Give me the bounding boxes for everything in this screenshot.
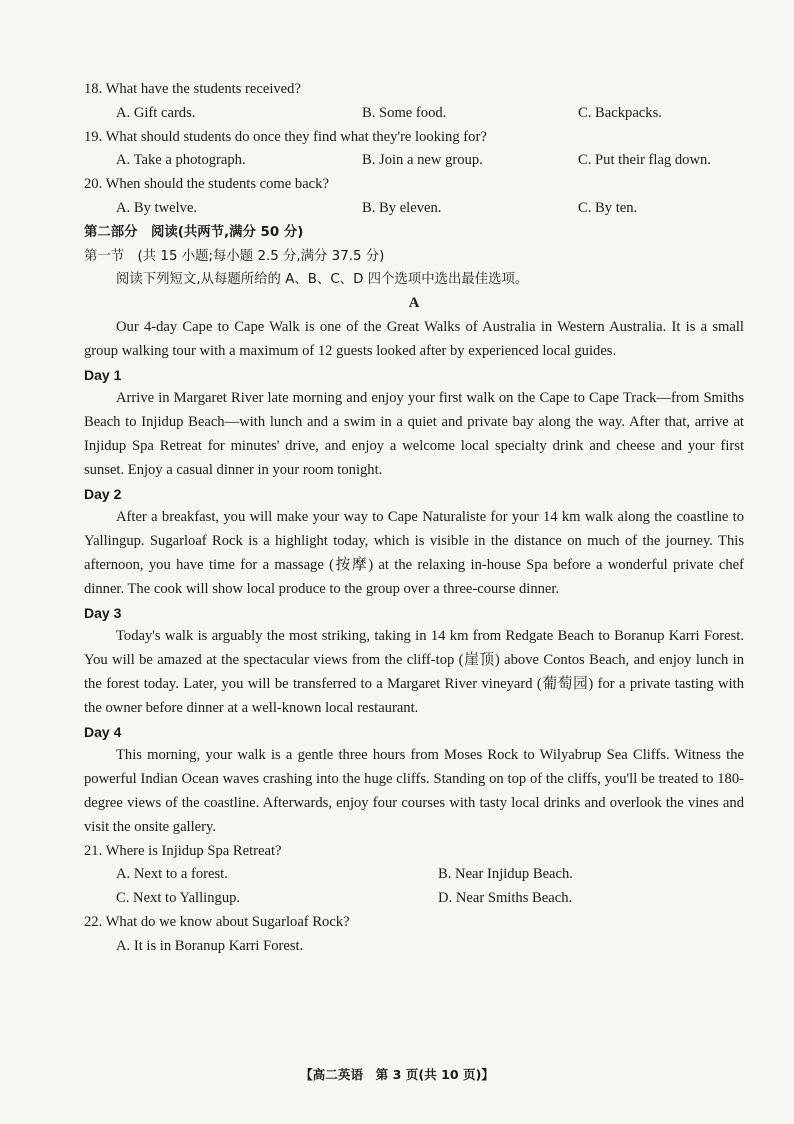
day-3-heading: Day 3 xyxy=(84,604,122,621)
question-21-options-row-1 xyxy=(84,863,744,887)
passage-label: A xyxy=(408,295,420,312)
option-b: B. Near Injidup Beach. xyxy=(438,866,573,883)
exam-page xyxy=(84,78,744,958)
option-a: A. Gift cards. xyxy=(116,104,196,121)
question-21-stem: 21. Where is Injidup Spa Retreat? xyxy=(84,842,282,859)
part-title: 第二部分 阅读(共两节,满分 50 分) xyxy=(84,224,304,240)
option-c: C. By ten. xyxy=(578,199,638,216)
option-b: B. By eleven. xyxy=(362,199,442,216)
day-4-heading: Day 4 xyxy=(84,723,122,740)
day-4-text: This morning, your walk is a gentle three hours from Moses Rock to Wilyabrup Sea Cliffs. Witness the powerful Indian Ocean waves crashing into the huge cliffs. Standing on top of the cliffs, you'll be treated to 180-degree views of the coastline. Afterwards, enjoy four courses with tasty local drinks and overlook the vines and visit the onsite gallery. xyxy=(84,747,744,835)
day-2-text: After a breakfast, you will make your way to Cape Naturaliste for your 14 km walk along the coastline to Yallingup. Sugarloaf Rock is a highlight today, which is visible in the distance on much of the journey. This afternoon, you have time for a massage (按摩) at the relaxing in-house Spa before a wonderful private chef dinner. The cook will show local produce to the group over a three-course dinner. xyxy=(84,509,744,597)
option-d: D. Near Smiths Beach. xyxy=(438,890,573,907)
question-20-options xyxy=(84,197,744,221)
option-a: A. Next to a forest. xyxy=(116,866,228,883)
option-b: B. Some food. xyxy=(362,104,447,121)
question-20-stem: 20. When should the students come back? xyxy=(84,176,329,193)
subsection-title: 第一节 (共 15 小题;每小题 2.5 分,满分 37.5 分) xyxy=(84,248,385,264)
page-footer: 【高二英语 第 3 页(共 10 页)】 xyxy=(300,1067,494,1082)
option-a: A. By twelve. xyxy=(116,199,198,216)
option-c: C. Next to Yallingup. xyxy=(116,890,241,907)
question-18-options xyxy=(84,102,744,126)
instructions: 阅读下列短文,从每题所给的 A、B、C、D 四个选项中选出最佳选项。 xyxy=(116,272,529,288)
question-22-stem: 22. What do we know about Sugarloaf Rock? xyxy=(84,913,350,930)
option-c: C. Backpacks. xyxy=(578,104,662,121)
option-a: A. It is in Boranup Karri Forest. xyxy=(116,937,304,954)
day-2-heading: Day 2 xyxy=(84,485,122,502)
passage-intro: Our 4-day Cape to Cape Walk is one of the Great Walks of Australia in Western Australia. It is a small group walking tour with a maximum of 12 guests looked after by experienced local guides. xyxy=(84,318,744,359)
option-c: C. Put their flag down. xyxy=(578,152,711,169)
day-1-text: Arrive in Margaret River late morning and enjoy your first walk on the Cape to Cape Track—from Smiths Beach to Injidup Beach—with lunch and a swim in a quiet and private bay along the way. After that, arrive at Injidup Spa Retreat for minutes' drive, and enjoy a welcome local specialty drink and cheese and your first sunset. Enjoy a casual dinner in your room tonight. xyxy=(84,390,744,478)
option-b: B. Join a new group. xyxy=(362,152,483,169)
question-19-options xyxy=(84,149,744,173)
option-a: A. Take a photograph. xyxy=(116,152,246,169)
question-19-stem: 19. What should students do once they find what they're looking for? xyxy=(84,128,487,145)
day-1-heading: Day 1 xyxy=(84,366,122,383)
question-21-options-row-2 xyxy=(84,887,744,911)
question-18-stem: 18. What have the students received? xyxy=(84,81,301,97)
day-3-text: Today's walk is arguably the most striking, taking in 14 km from Redgate Beach to Boranup Karri Forest. You will be amazed at the spectacular views from the cliff-top (崖顶) above Contos Beach, and enjoy lunch in the forest today. Later, you will be transferred to a Margaret River vineyard (葡萄园) for a private tasting with the owner before dinner at a well-known local restaurant. xyxy=(84,628,744,716)
